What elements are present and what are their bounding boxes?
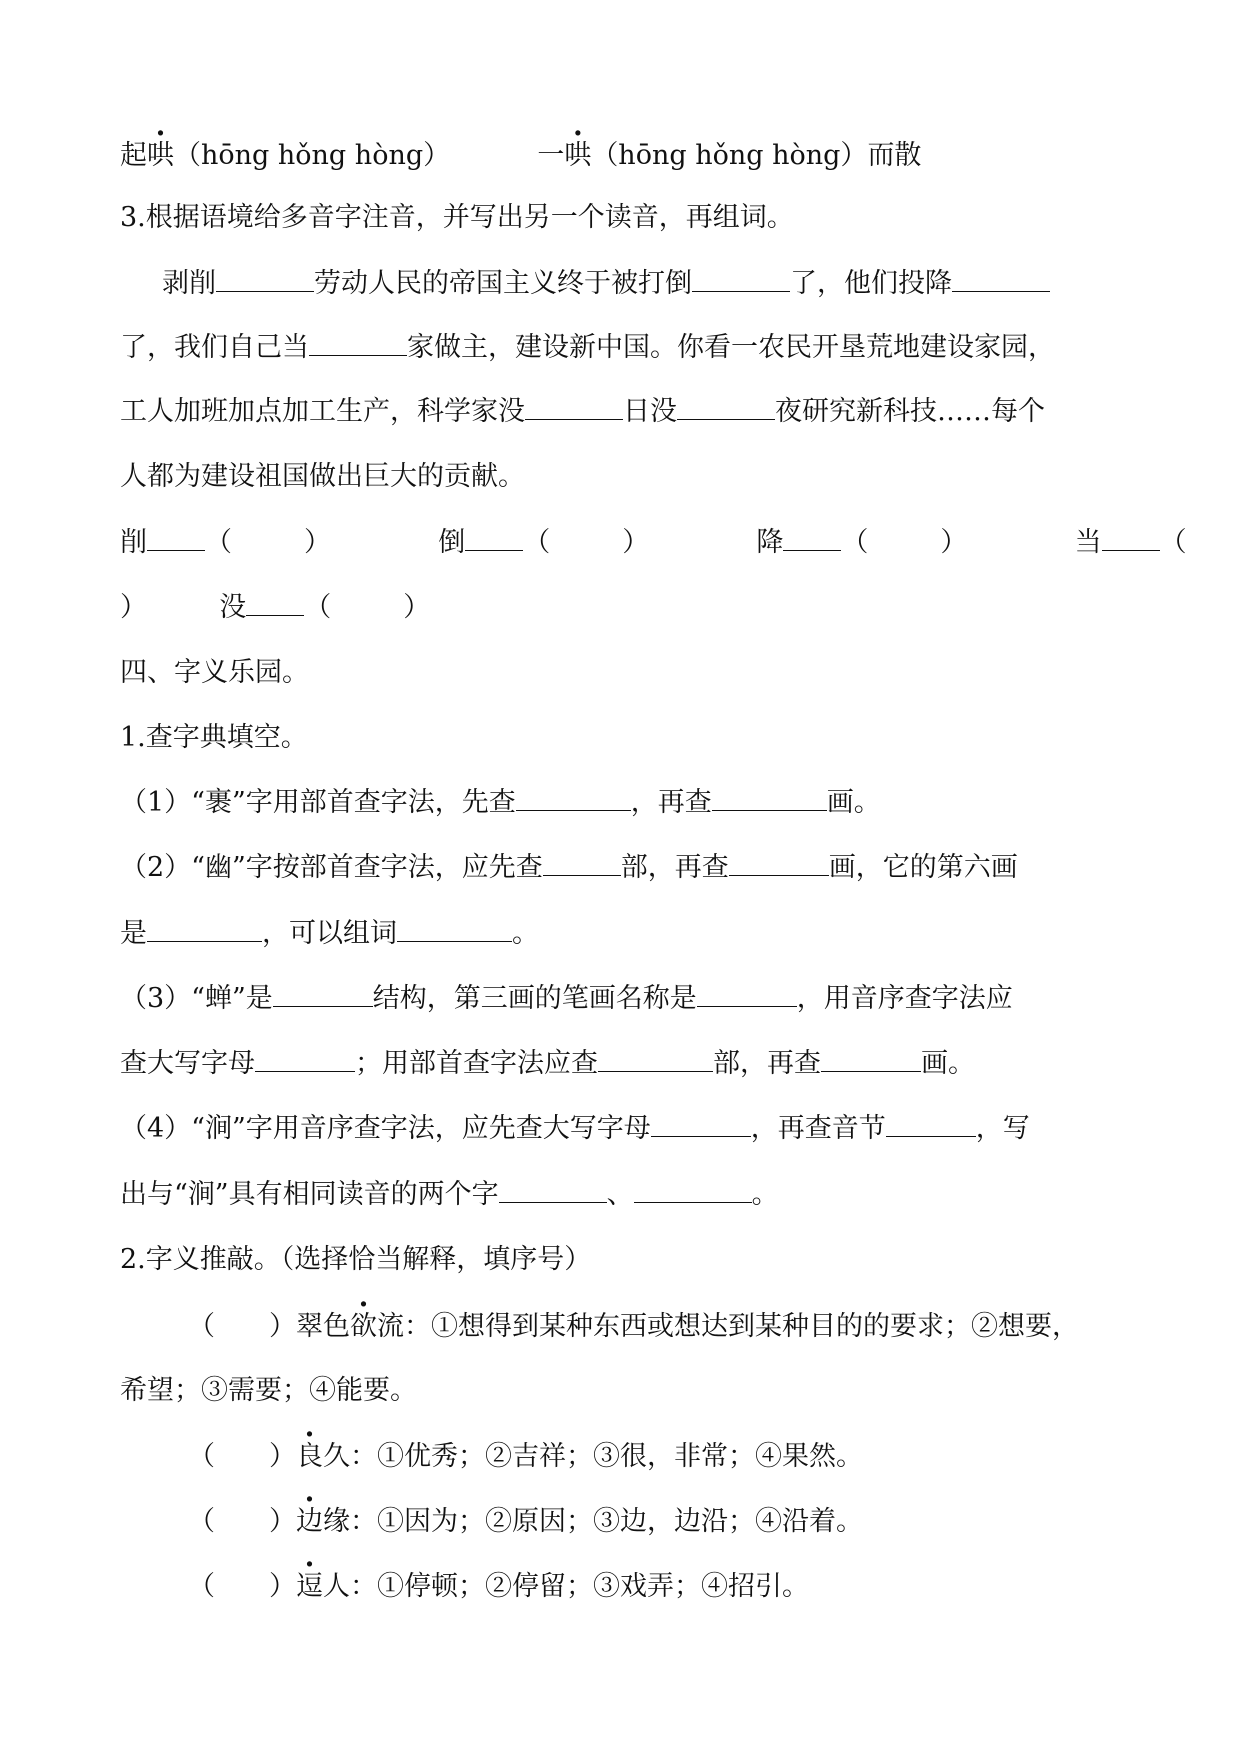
blank[interactable] — [309, 331, 407, 356]
blank[interactable] — [147, 917, 262, 942]
pinyin-choice-line — [120, 138, 921, 174]
text-segment: 出与“涧”具有相同读音的两个字 — [120, 1179, 499, 1210]
text-segment: 劳动人民的帝国主义终于被打倒 — [314, 268, 692, 299]
text-segment: ，再查 — [630, 787, 712, 818]
paren-open: （ — [1159, 527, 1187, 558]
q1-title: 1.查字典填空。 — [120, 722, 308, 753]
blank[interactable] — [255, 1047, 355, 1072]
paren-close: ） — [403, 592, 431, 623]
fill-char: 削 — [120, 527, 147, 558]
text-segment: 部，再查 — [620, 852, 729, 883]
blank[interactable] — [886, 1112, 976, 1137]
blank[interactable] — [147, 526, 205, 551]
dotted-char-hong-1: 哄 — [147, 140, 174, 171]
blank[interactable] — [692, 267, 790, 292]
q3-fill-row-2 — [120, 590, 430, 626]
blank[interactable] — [273, 982, 373, 1007]
paren-close: ） — [304, 527, 331, 558]
dotted-char-hong-2: 哄 — [564, 140, 592, 171]
paren-open: （ — [205, 527, 232, 558]
answer-paren[interactable]: （ ） — [188, 1441, 296, 1472]
q2-title: 2.字义推敲。（选择恰当解释，填序号） — [120, 1244, 592, 1275]
text-segment: ；用部首查字法应查 — [355, 1048, 598, 1079]
definition-text: 流：①想得到某种东西或想达到某种目的的要求；②想要， — [377, 1311, 1079, 1342]
dotted-char: 欲 — [350, 1311, 377, 1342]
q1-item-2b — [120, 916, 539, 952]
blank[interactable] — [543, 851, 621, 876]
blank[interactable] — [729, 851, 829, 876]
pinyin-options-2: （hōng hǒng hòng） — [591, 140, 868, 171]
dotted-char: 边 — [296, 1506, 323, 1537]
blank[interactable] — [397, 917, 512, 942]
q3-title: 3.根据语境给多音字注音，并写出另一个读音，再组词。 — [120, 202, 794, 233]
text-segment: 夜研究新科技……每个 — [775, 396, 1045, 427]
blank[interactable] — [516, 786, 631, 811]
paren-open: （ — [523, 527, 551, 558]
q1-item-4b — [120, 1177, 779, 1213]
blank[interactable] — [651, 1112, 751, 1137]
q1-item-4a — [120, 1111, 1030, 1147]
blank[interactable] — [499, 1178, 607, 1203]
blank[interactable] — [712, 786, 827, 811]
text-segment: 剥削 — [162, 268, 216, 299]
q3-paragraph-line-3 — [120, 394, 1045, 430]
text-segment: （1）“裹”字用部首查字法，先查 — [120, 787, 516, 818]
q2-item-1 — [188, 1309, 1079, 1345]
answer-paren[interactable]: （ ） — [188, 1311, 296, 1342]
text-segment: （4）“涧”字用音序查字法，应先查大写字母 — [120, 1113, 651, 1144]
dotted-char: 逗 — [296, 1571, 323, 1602]
definition-text: 缘：①因为；②原因；③边，边沿；④沿着。 — [323, 1506, 863, 1537]
q2-item-4 — [188, 1569, 809, 1605]
text-segment: 。 — [512, 918, 539, 949]
definition-text: 久：①优秀；②吉祥；③很，非常；④果然。 — [323, 1441, 863, 1472]
q1-item-1 — [120, 785, 881, 821]
paren-open: （ — [841, 527, 869, 558]
text-segment: 家做主，建设新中国。你看一农民开垦荒地建设家园， — [407, 332, 1055, 363]
char-ersan: 而散 — [867, 140, 922, 171]
dotted-char: 良 — [296, 1441, 323, 1472]
blank[interactable] — [783, 526, 841, 551]
q1-item-2a — [120, 850, 1018, 886]
text-segment: 工人加班加点加工生产，科学家没 — [120, 396, 525, 427]
text-segment: 、 — [606, 1179, 634, 1210]
blank[interactable] — [598, 1047, 713, 1072]
paren-close: ） — [120, 592, 147, 623]
q3-paragraph-line-1 — [162, 266, 1050, 302]
text-segment: 结构，第三画的笔画名称是 — [372, 983, 697, 1014]
text-segment: ，再查音节 — [750, 1113, 886, 1144]
q2-item-3 — [188, 1504, 863, 1540]
text-segment: （2）“幽”字按部首查字法，应先查 — [120, 852, 543, 883]
fill-char: 倒 — [438, 527, 466, 558]
text-segment: ，用音序查字法应 — [796, 983, 1013, 1014]
q1-item-3b — [120, 1046, 975, 1082]
blank[interactable] — [246, 591, 304, 616]
q3-paragraph-line-4: 人都为建设祖国做出巨大的贡献。 — [120, 461, 525, 492]
text-segment: 部，再查 — [713, 1048, 821, 1079]
answer-paren[interactable]: （ ） — [188, 1571, 296, 1602]
definition-text: 人：①停顿；②停留；③戏弄；④招引。 — [323, 1571, 809, 1602]
text-segment: （3）“蝉”是 — [120, 983, 273, 1014]
text-segment: 查大写字母 — [120, 1048, 255, 1079]
blank[interactable] — [1102, 526, 1160, 551]
text-segment: 了，他们投降 — [790, 268, 952, 299]
blank[interactable] — [677, 395, 775, 420]
section4-title: 四、字义乐园。 — [120, 657, 309, 688]
fill-char: 当 — [1074, 527, 1102, 558]
answer-paren[interactable]: （ ） — [188, 1506, 296, 1537]
text-segment: ，写 — [975, 1113, 1030, 1144]
q3-paragraph-line-2 — [120, 330, 1055, 366]
q3-fill-row-1 — [120, 525, 1187, 561]
blank[interactable] — [525, 395, 623, 420]
word-part: 翠色 — [296, 1311, 350, 1342]
text-segment: 画。 — [826, 787, 881, 818]
blank[interactable] — [952, 267, 1050, 292]
q1-item-3a — [120, 981, 1013, 1017]
text-segment: 是 — [120, 918, 147, 949]
paren-close: ） — [622, 527, 650, 558]
char-qi: 起 — [120, 140, 147, 171]
paren-open: （ — [304, 592, 332, 623]
blank[interactable] — [465, 526, 523, 551]
blank[interactable] — [697, 982, 797, 1007]
text-segment: 了，我们自己当 — [120, 332, 309, 363]
blank[interactable] — [634, 1178, 752, 1203]
text-segment: 。 — [751, 1179, 779, 1210]
blank[interactable] — [821, 1047, 921, 1072]
fill-char: 没 — [219, 592, 247, 623]
paren-close: ） — [940, 527, 968, 558]
text-segment: 日没 — [623, 396, 677, 427]
q2-item-1-cont: 希望；③需要；④能要。 — [120, 1375, 417, 1406]
text-segment: ，可以组词 — [262, 918, 397, 949]
text-segment: 画，它的第六画 — [828, 852, 1018, 883]
text-segment: 画。 — [921, 1048, 975, 1079]
q2-item-2 — [188, 1439, 863, 1475]
char-yi: 一 — [537, 140, 565, 171]
fill-char: 降 — [756, 527, 784, 558]
blank[interactable] — [216, 267, 314, 292]
pinyin-options-1: （hōng hǒng hòng） — [174, 140, 451, 171]
